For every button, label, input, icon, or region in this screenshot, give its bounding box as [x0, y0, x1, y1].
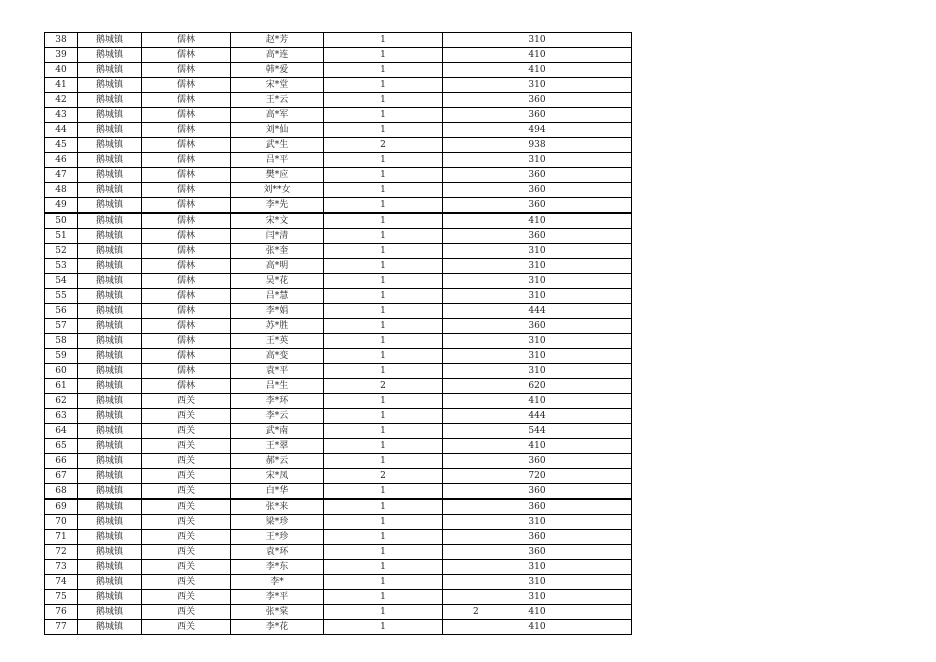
town-cell[interactable]: 鹅城镇	[78, 123, 142, 138]
row-number-cell[interactable]: 75	[45, 590, 78, 605]
town-cell[interactable]: 鹅城镇	[78, 439, 142, 454]
table-row	[45, 469, 632, 484]
count-cell[interactable]: 2	[324, 469, 443, 484]
village-cell[interactable]: 儒林	[142, 334, 231, 349]
name-cell[interactable]: 高*明	[231, 259, 324, 274]
town-cell[interactable]: 鹅城镇	[78, 620, 142, 635]
count-cell[interactable]: 1	[324, 229, 443, 244]
name-cell[interactable]: 李*花	[231, 620, 324, 635]
village-cell[interactable]: 西关	[142, 499, 231, 515]
amount-cell[interactable]: 494	[443, 123, 632, 138]
table-row	[45, 138, 632, 153]
name-cell[interactable]: 吕*慧	[231, 289, 324, 304]
town-cell[interactable]: 鹅城镇	[78, 244, 142, 259]
count-cell[interactable]: 1	[324, 515, 443, 530]
table-row	[45, 454, 632, 469]
amount-cell[interactable]: 360	[443, 183, 632, 198]
name-cell[interactable]: 张*棠	[231, 605, 324, 620]
town-cell[interactable]: 鹅城镇	[78, 108, 142, 123]
village-cell[interactable]: 西关	[142, 409, 231, 424]
table-row	[45, 78, 632, 93]
town-cell[interactable]: 鹅城镇	[78, 259, 142, 274]
amount-cell[interactable]: 360	[443, 229, 632, 244]
count-cell[interactable]: 1	[324, 48, 443, 63]
amount-cell[interactable]: 410	[443, 213, 632, 229]
town-cell[interactable]: 鹅城镇	[78, 394, 142, 409]
village-cell[interactable]: 儒林	[142, 319, 231, 334]
table-row	[45, 484, 632, 500]
town-cell[interactable]: 鹅城镇	[78, 484, 142, 500]
row-number-cell[interactable]: 57	[45, 319, 78, 334]
amount-cell[interactable]: 310	[443, 244, 632, 259]
count-cell[interactable]: 2	[324, 379, 443, 394]
amount-cell[interactable]: 310	[443, 349, 632, 364]
count-cell[interactable]: 1	[324, 424, 443, 439]
table-row	[45, 439, 632, 454]
village-cell[interactable]: 西关	[142, 424, 231, 439]
town-cell[interactable]: 鹅城镇	[78, 319, 142, 334]
amount-cell[interactable]: 720	[443, 469, 632, 484]
village-cell[interactable]: 儒林	[142, 153, 231, 168]
village-cell[interactable]: 西关	[142, 454, 231, 469]
town-cell[interactable]: 鹅城镇	[78, 499, 142, 515]
town-cell[interactable]: 鹅城镇	[78, 183, 142, 198]
amount-cell[interactable]: 360	[443, 168, 632, 183]
town-cell[interactable]: 鹅城镇	[78, 229, 142, 244]
table-row	[45, 605, 632, 620]
village-cell[interactable]: 西关	[142, 394, 231, 409]
village-cell[interactable]: 儒林	[142, 123, 231, 138]
town-cell[interactable]: 鹅城镇	[78, 138, 142, 153]
table-row	[45, 424, 632, 439]
town-cell[interactable]: 鹅城镇	[78, 605, 142, 620]
amount-cell[interactable]: 360	[443, 93, 632, 108]
table-row	[45, 168, 632, 183]
count-cell[interactable]: 1	[324, 168, 443, 183]
count-cell[interactable]: 1	[324, 153, 443, 168]
name-cell[interactable]: 武*生	[231, 138, 324, 153]
table-row	[45, 530, 632, 545]
name-cell[interactable]: 宋*堂	[231, 78, 324, 93]
name-cell[interactable]: 宋*文	[231, 213, 324, 229]
row-number-cell[interactable]: 50	[45, 213, 78, 229]
village-cell[interactable]: 儒林	[142, 259, 231, 274]
amount-cell[interactable]: 544	[443, 424, 632, 439]
village-cell[interactable]: 西关	[142, 439, 231, 454]
table-row	[45, 319, 632, 334]
amount-cell[interactable]: 310	[443, 78, 632, 93]
count-cell[interactable]: 1	[324, 590, 443, 605]
village-cell[interactable]: 儒林	[142, 198, 231, 214]
town-cell[interactable]: 鹅城镇	[78, 424, 142, 439]
row-number-cell[interactable]: 77	[45, 620, 78, 635]
table-body	[45, 33, 632, 635]
name-cell[interactable]: 李*先	[231, 198, 324, 214]
table-row	[45, 33, 632, 48]
name-cell[interactable]: 李*平	[231, 590, 324, 605]
town-cell[interactable]: 鹅城镇	[78, 213, 142, 229]
village-cell[interactable]: 西关	[142, 575, 231, 590]
row-number-cell[interactable]: 39	[45, 48, 78, 63]
count-cell[interactable]: 1	[324, 78, 443, 93]
table-row	[45, 93, 632, 108]
extra-value: 2	[473, 607, 479, 617]
village-cell[interactable]: 儒林	[142, 183, 231, 198]
row-number-cell[interactable]: 62	[45, 394, 78, 409]
table-row	[45, 394, 632, 409]
village-cell[interactable]: 西关	[142, 605, 231, 620]
name-cell[interactable]: 刘*仙	[231, 123, 324, 138]
amount-cell[interactable]: 310	[443, 590, 632, 605]
row-number-cell[interactable]: 69	[45, 499, 78, 515]
table-row	[45, 183, 632, 198]
table-row	[45, 364, 632, 379]
village-cell[interactable]: 儒林	[142, 213, 231, 229]
table-row	[45, 108, 632, 123]
count-cell[interactable]: 1	[324, 123, 443, 138]
town-cell[interactable]: 鹅城镇	[78, 515, 142, 530]
count-cell[interactable]: 1	[324, 620, 443, 635]
name-cell[interactable]: 李*娟	[231, 304, 324, 319]
count-cell[interactable]: 1	[324, 439, 443, 454]
row-number-cell[interactable]: 68	[45, 484, 78, 500]
village-cell[interactable]: 西关	[142, 515, 231, 530]
amount-cell[interactable]: 410	[443, 394, 632, 409]
name-cell[interactable]: 袁*环	[231, 545, 324, 560]
amount-cell[interactable]: 360	[443, 454, 632, 469]
village-cell[interactable]: 儒林	[142, 229, 231, 244]
name-cell[interactable]: 白*华	[231, 484, 324, 500]
name-cell[interactable]: 李*云	[231, 409, 324, 424]
count-cell[interactable]: 1	[324, 33, 443, 48]
count-cell[interactable]: 1	[324, 244, 443, 259]
village-cell[interactable]: 儒林	[142, 48, 231, 63]
amount-cell[interactable]: 410 2	[443, 605, 632, 620]
amount-cell[interactable]: 360	[443, 319, 632, 334]
amount-cell[interactable]: 310	[443, 560, 632, 575]
town-cell[interactable]: 鹅城镇	[78, 469, 142, 484]
row-number-cell[interactable]: 40	[45, 63, 78, 78]
village-cell[interactable]: 西关	[142, 590, 231, 605]
row-number-cell[interactable]: 67	[45, 469, 78, 484]
name-cell[interactable]: 李*环	[231, 394, 324, 409]
town-cell[interactable]: 鹅城镇	[78, 33, 142, 48]
count-cell[interactable]: 1	[324, 454, 443, 469]
name-cell[interactable]: 宋*凤	[231, 469, 324, 484]
town-cell[interactable]: 鹅城镇	[78, 590, 142, 605]
row-number-cell[interactable]: 55	[45, 289, 78, 304]
table-row	[45, 289, 632, 304]
count-cell[interactable]: 1	[324, 409, 443, 424]
table-row	[45, 304, 632, 319]
amount-cell[interactable]: 410	[443, 63, 632, 78]
town-cell[interactable]: 鹅城镇	[78, 93, 142, 108]
town-cell[interactable]: 鹅城镇	[78, 63, 142, 78]
name-cell[interactable]: 韩*爱	[231, 63, 324, 78]
town-cell[interactable]: 鹅城镇	[78, 334, 142, 349]
table-row	[45, 334, 632, 349]
row-number-cell[interactable]: 49	[45, 198, 78, 214]
amount-cell[interactable]: 310	[443, 364, 632, 379]
table-row	[45, 244, 632, 259]
name-cell[interactable]: 王*英	[231, 334, 324, 349]
row-number-cell[interactable]: 54	[45, 274, 78, 289]
name-cell[interactable]: 吕*平	[231, 153, 324, 168]
town-cell[interactable]: 鹅城镇	[78, 289, 142, 304]
name-cell[interactable]: 刘**女	[231, 183, 324, 198]
count-cell[interactable]: 1	[324, 394, 443, 409]
count-cell[interactable]: 1	[324, 183, 443, 198]
table-row	[45, 590, 632, 605]
table-row	[45, 560, 632, 575]
data-table	[44, 32, 632, 635]
village-cell[interactable]: 西关	[142, 469, 231, 484]
town-cell[interactable]: 鹅城镇	[78, 575, 142, 590]
name-cell[interactable]: 樊*应	[231, 168, 324, 183]
village-cell[interactable]: 儒林	[142, 108, 231, 123]
name-cell[interactable]: 闫*清	[231, 229, 324, 244]
name-cell[interactable]: 李*	[231, 575, 324, 590]
amount-cell[interactable]: 360	[443, 198, 632, 214]
count-cell[interactable]: 1	[324, 319, 443, 334]
town-cell[interactable]: 鹅城镇	[78, 349, 142, 364]
town-cell[interactable]: 鹅城镇	[78, 168, 142, 183]
village-cell[interactable]: 儒林	[142, 244, 231, 259]
row-number-cell[interactable]: 52	[45, 244, 78, 259]
town-cell[interactable]: 鹅城镇	[78, 560, 142, 575]
amount-cell[interactable]: 444	[443, 304, 632, 319]
name-cell[interactable]: 张*来	[231, 499, 324, 515]
village-cell[interactable]: 儒林	[142, 63, 231, 78]
row-number-cell[interactable]: 63	[45, 409, 78, 424]
amount-cell[interactable]: 444	[443, 409, 632, 424]
town-cell[interactable]: 鹅城镇	[78, 530, 142, 545]
name-cell[interactable]: 王*珍	[231, 530, 324, 545]
table-row	[45, 213, 632, 229]
name-cell[interactable]: 吴*花	[231, 274, 324, 289]
amount-cell[interactable]: 360	[443, 545, 632, 560]
count-cell[interactable]: 1	[324, 349, 443, 364]
table-row	[45, 153, 632, 168]
town-cell[interactable]: 鹅城镇	[78, 364, 142, 379]
village-cell[interactable]: 儒林	[142, 168, 231, 183]
row-number-cell[interactable]: 56	[45, 304, 78, 319]
name-cell[interactable]: 袁*平	[231, 364, 324, 379]
village-cell[interactable]: 儒林	[142, 93, 231, 108]
village-cell[interactable]: 儒林	[142, 33, 231, 48]
village-cell[interactable]: 儒林	[142, 304, 231, 319]
count-cell[interactable]: 2	[324, 138, 443, 153]
table-row	[45, 229, 632, 244]
row-number-cell[interactable]: 66	[45, 454, 78, 469]
town-cell[interactable]: 鹅城镇	[78, 454, 142, 469]
count-cell[interactable]: 1	[324, 530, 443, 545]
row-number-cell[interactable]: 58	[45, 334, 78, 349]
table-row	[45, 620, 632, 635]
amount-cell[interactable]: 310	[443, 274, 632, 289]
town-cell[interactable]: 鹅城镇	[78, 379, 142, 394]
row-number-cell[interactable]: 64	[45, 424, 78, 439]
row-number-cell[interactable]: 47	[45, 168, 78, 183]
table-row	[45, 379, 632, 394]
count-cell[interactable]: 1	[324, 304, 443, 319]
count-cell[interactable]: 1	[324, 560, 443, 575]
row-number-cell[interactable]: 43	[45, 108, 78, 123]
village-cell[interactable]: 儒林	[142, 349, 231, 364]
town-cell[interactable]: 鹅城镇	[78, 198, 142, 214]
amount-cell[interactable]: 310	[443, 33, 632, 48]
village-cell[interactable]: 儒林	[142, 364, 231, 379]
name-cell[interactable]: 王*翠	[231, 439, 324, 454]
name-cell[interactable]: 高*军	[231, 108, 324, 123]
count-cell[interactable]: 1	[324, 198, 443, 214]
amount-cell[interactable]: 360	[443, 499, 632, 515]
count-cell[interactable]: 1	[324, 605, 443, 620]
row-number-cell[interactable]: 51	[45, 229, 78, 244]
amount-cell[interactable]: 310	[443, 259, 632, 274]
table-row	[45, 198, 632, 214]
name-cell[interactable]: 赵*芳	[231, 33, 324, 48]
count-cell[interactable]: 1	[324, 545, 443, 560]
count-cell[interactable]: 1	[324, 274, 443, 289]
count-cell[interactable]: 1	[324, 259, 443, 274]
village-cell[interactable]: 儒林	[142, 78, 231, 93]
village-cell[interactable]: 西关	[142, 484, 231, 500]
name-cell[interactable]: 王*云	[231, 93, 324, 108]
town-cell[interactable]: 鹅城镇	[78, 78, 142, 93]
amount-cell[interactable]: 410	[443, 620, 632, 635]
row-number-cell[interactable]: 48	[45, 183, 78, 198]
amount-cell[interactable]: 410	[443, 48, 632, 63]
amount-cell[interactable]: 360	[443, 484, 632, 500]
table-row	[45, 349, 632, 364]
name-cell[interactable]: 张*奎	[231, 244, 324, 259]
village-cell[interactable]: 儒林	[142, 138, 231, 153]
row-number-cell[interactable]: 41	[45, 78, 78, 93]
row-number-cell[interactable]: 53	[45, 259, 78, 274]
count-cell[interactable]: 1	[324, 108, 443, 123]
village-cell[interactable]: 西关	[142, 620, 231, 635]
table-row	[45, 259, 632, 274]
town-cell[interactable]: 鹅城镇	[78, 48, 142, 63]
count-cell[interactable]: 1	[324, 575, 443, 590]
name-cell[interactable]: 梁*珍	[231, 515, 324, 530]
row-number-cell[interactable]: 44	[45, 123, 78, 138]
name-cell[interactable]: 高*变	[231, 349, 324, 364]
name-cell[interactable]: 苏*胜	[231, 319, 324, 334]
table-row	[45, 515, 632, 530]
name-cell[interactable]: 李*东	[231, 560, 324, 575]
row-number-cell[interactable]: 70	[45, 515, 78, 530]
amount-cell[interactable]: 938	[443, 138, 632, 153]
name-cell[interactable]: 高*连	[231, 48, 324, 63]
table-row	[45, 48, 632, 63]
count-cell[interactable]: 1	[324, 213, 443, 229]
amount-cell[interactable]: 310	[443, 289, 632, 304]
row-number-cell[interactable]: 46	[45, 153, 78, 168]
row-number-cell[interactable]: 76	[45, 605, 78, 620]
row-number-cell[interactable]: 42	[45, 93, 78, 108]
amount-cell[interactable]: 310	[443, 575, 632, 590]
amount-cell[interactable]: 360	[443, 530, 632, 545]
amount-cell[interactable]: 310	[443, 153, 632, 168]
village-cell[interactable]: 儒林	[142, 289, 231, 304]
row-number-cell[interactable]: 38	[45, 33, 78, 48]
village-cell[interactable]: 西关	[142, 545, 231, 560]
table-row	[45, 123, 632, 138]
table-row	[45, 409, 632, 424]
row-number-cell[interactable]: 73	[45, 560, 78, 575]
row-number-cell[interactable]: 71	[45, 530, 78, 545]
table-row	[45, 499, 632, 515]
count-cell[interactable]: 1	[324, 334, 443, 349]
village-cell[interactable]: 西关	[142, 560, 231, 575]
amount-cell[interactable]: 620	[443, 379, 632, 394]
name-cell[interactable]: 郝*云	[231, 454, 324, 469]
count-cell[interactable]: 1	[324, 364, 443, 379]
town-cell[interactable]: 鹅城镇	[78, 545, 142, 560]
village-cell[interactable]: 西关	[142, 530, 231, 545]
count-cell[interactable]: 1	[324, 484, 443, 500]
amount-cell[interactable]: 410	[443, 439, 632, 454]
village-cell[interactable]: 儒林	[142, 274, 231, 289]
town-cell[interactable]: 鹅城镇	[78, 153, 142, 168]
row-number-cell[interactable]: 65	[45, 439, 78, 454]
count-cell[interactable]: 1	[324, 499, 443, 515]
table-row	[45, 63, 632, 78]
town-cell[interactable]: 鹅城镇	[78, 304, 142, 319]
row-number-cell[interactable]: 74	[45, 575, 78, 590]
amount-cell[interactable]: 310	[443, 515, 632, 530]
row-number-cell[interactable]: 72	[45, 545, 78, 560]
row-number-cell[interactable]: 61	[45, 379, 78, 394]
count-cell[interactable]: 1	[324, 63, 443, 78]
table-row	[45, 545, 632, 560]
count-cell[interactable]: 1	[324, 93, 443, 108]
table-row	[45, 575, 632, 590]
row-number-cell[interactable]: 45	[45, 138, 78, 153]
name-cell[interactable]: 吕*生	[231, 379, 324, 394]
amount-cell[interactable]: 360	[443, 108, 632, 123]
row-number-cell[interactable]: 60	[45, 364, 78, 379]
row-number-cell[interactable]: 59	[45, 349, 78, 364]
town-cell[interactable]: 鹅城镇	[78, 274, 142, 289]
table-row	[45, 274, 632, 289]
village-cell[interactable]: 儒林	[142, 379, 231, 394]
name-cell[interactable]: 武*南	[231, 424, 324, 439]
amount-cell[interactable]: 310	[443, 334, 632, 349]
count-cell[interactable]: 1	[324, 289, 443, 304]
town-cell[interactable]: 鹅城镇	[78, 409, 142, 424]
